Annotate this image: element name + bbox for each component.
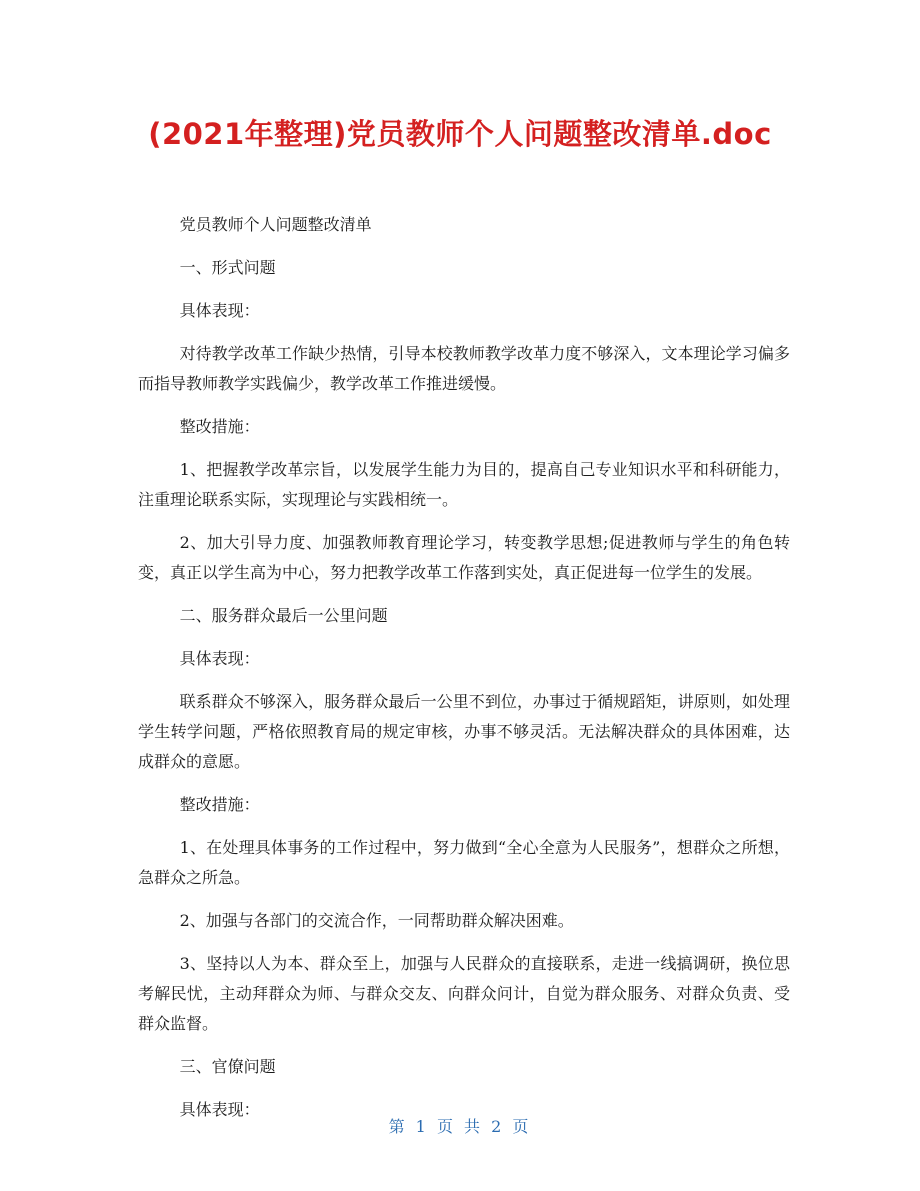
- paragraph: 三、官僚问题: [179, 1057, 276, 1076]
- paragraph: 党员教师个人问题整改清单: [179, 215, 372, 234]
- paragraph: 1、把握教学改革宗旨，以发展学生能力为目的，提高自己专业知识水平和科研能力，注重理论联系实际，实现理论与实践相统一。: [138, 460, 790, 509]
- paragraph: 整改措施：: [179, 417, 260, 436]
- paragraph: 一、形式问题: [179, 258, 276, 277]
- paragraph: 联系群众不够深入，服务群众最后一公里不到位，办事过于循规蹈矩，讲原则，如处理学生转学问题，严格依照教育局的规定审核，办事不够灵活。无法解决群众的具体困难，达成群众的意愿。: [138, 692, 790, 771]
- paragraph: 二、服务群众最后一公里问题: [179, 606, 388, 625]
- paragraph: 3、坚持以人为本、群众至上，加强与人民群众的直接联系，走进一线搞调研，换位思考解民忧，主动拜群众为师、与群众交友、向群众问计，自觉为群众服务、对群众负责、受群众监督。: [138, 954, 790, 1033]
- paragraph: 对待教学改革工作缺少热情，引导本校教师教学改革力度不够深入，文本理论学习偏多而指导教师教学实践偏少，教学改革工作推进缓慢。: [138, 344, 790, 393]
- document-title: (2021年整理)党员教师个人问题整改清单.doc: [148, 117, 772, 151]
- paragraph: 整改措施：: [179, 795, 260, 814]
- document-body: [138, 210, 790, 1138]
- paragraph: 2、加大引导力度、加强教师教育理论学习，转变教学思想;促进教师与学生的角色转变，真正以学生高为中心，努力把教学改革工作落到实处，真正促进每一位学生的发展。: [138, 533, 790, 582]
- paragraph: 具体表现：: [179, 649, 260, 668]
- paragraph: 具体表现：: [179, 301, 260, 320]
- paragraph: 1、在处理具体事务的工作过程中，努力做到“全心全意为人民服务”，想群众之所想，急群众之所急。: [138, 838, 790, 887]
- paragraph: 2、加强与各部门的交流合作，一同帮助群众解决困难。: [179, 911, 574, 930]
- paragraph: 具体表现：: [179, 1100, 260, 1119]
- page-footer: 第 1 页 共 2 页: [388, 1117, 532, 1136]
